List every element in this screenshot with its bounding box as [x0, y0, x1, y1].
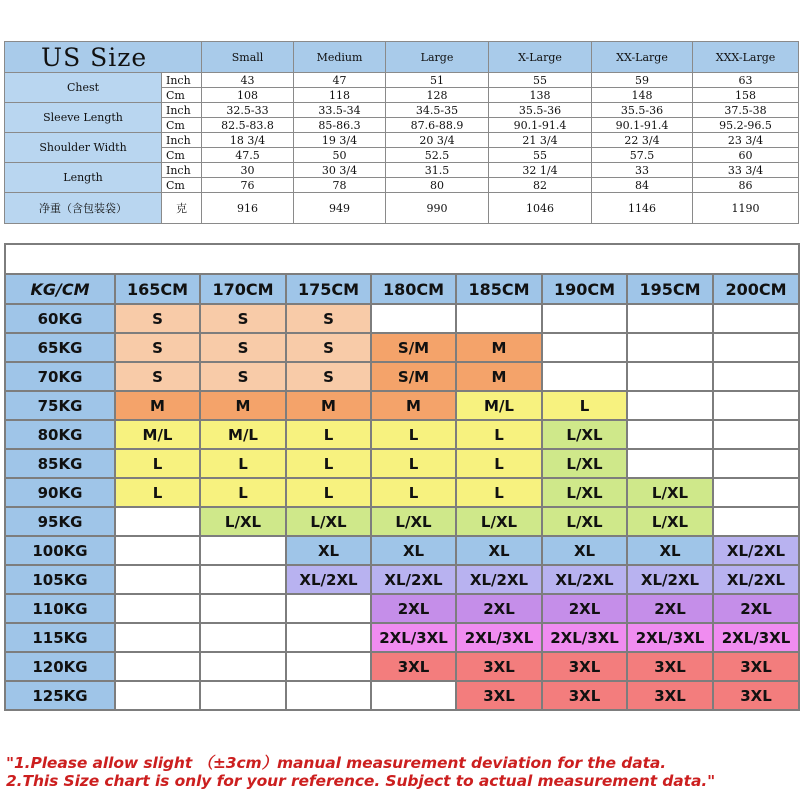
- measurement-value: 60: [693, 148, 799, 163]
- size-recommendation-cell: L/XL: [627, 478, 713, 507]
- size-recommendation-cell: [286, 594, 371, 623]
- measurement-value: 55: [489, 73, 592, 88]
- measurement-value: 82: [489, 178, 592, 193]
- measurement-value: 76: [202, 178, 294, 193]
- measurement-value: 47.5: [202, 148, 294, 163]
- size-table-title: US Size: [5, 42, 202, 73]
- size-recommendation-cell: S: [115, 362, 200, 391]
- measurement-value: 30: [202, 163, 294, 178]
- size-recommendation-cell: 3XL: [713, 681, 799, 710]
- measurement-value: 55: [489, 148, 592, 163]
- unit-cell: Cm: [162, 178, 202, 193]
- size-recommendation-cell: [115, 652, 200, 681]
- fit-table-blank-row: [5, 244, 799, 274]
- size-recommendation-cell: M: [200, 391, 286, 420]
- size-recommendation-cell: L: [456, 420, 542, 449]
- size-recommendation-cell: L: [456, 478, 542, 507]
- size-recommendation-cell: M: [286, 391, 371, 420]
- size-recommendation-cell: S: [200, 333, 286, 362]
- measurement-row: [5, 73, 799, 88]
- measurement-value: 138: [489, 88, 592, 103]
- size-recommendation-cell: [115, 681, 200, 710]
- size-recommendation-cell: M: [115, 391, 200, 420]
- weight-header-cell: 80KG: [5, 420, 115, 449]
- measurement-value: 51: [386, 73, 489, 88]
- measurement-value: 33: [592, 163, 693, 178]
- size-recommendation-cell: L/XL: [627, 507, 713, 536]
- size-recommendation-cell: 2XL/3XL: [713, 623, 799, 652]
- size-recommendation-cell: [542, 304, 627, 333]
- size-recommendation-cell: L: [371, 449, 456, 478]
- size-recommendation-cell: L: [286, 449, 371, 478]
- size-recommendation-cell: L: [456, 449, 542, 478]
- size-recommendation-cell: L/XL: [286, 507, 371, 536]
- net-weight-value: 916: [202, 193, 294, 224]
- size-recommendation-cell: [200, 594, 286, 623]
- size-header-cell: Small: [202, 42, 294, 73]
- size-recommendation-cell: S: [200, 304, 286, 333]
- size-recommendation-cell: S: [286, 304, 371, 333]
- measurement-value: 128: [386, 88, 489, 103]
- measurement-label: Length: [5, 163, 162, 193]
- weight-header-cell: 115KG: [5, 623, 115, 652]
- size-header-cell: XXX-Large: [693, 42, 799, 73]
- size-recommendation-cell: 2XL/3XL: [542, 623, 627, 652]
- kg-cm-corner-label: KG/CM: [5, 274, 115, 304]
- height-weight-fit-table: [4, 243, 800, 711]
- weight-header-cell: 120KG: [5, 652, 115, 681]
- size-recommendation-cell: [713, 507, 799, 536]
- size-recommendation-cell: XL: [286, 536, 371, 565]
- size-recommendation-cell: L: [115, 449, 200, 478]
- weight-row: [5, 536, 799, 565]
- size-recommendation-cell: M/L: [200, 420, 286, 449]
- size-recommendation-cell: [627, 449, 713, 478]
- size-recommendation-cell: [627, 333, 713, 362]
- measurement-value: 78: [294, 178, 386, 193]
- weight-row: [5, 333, 799, 362]
- weight-header-cell: 85KG: [5, 449, 115, 478]
- size-recommendation-cell: S/M: [371, 333, 456, 362]
- weight-row: [5, 420, 799, 449]
- size-recommendation-cell: 3XL: [542, 681, 627, 710]
- measurement-value: 32 1/4: [489, 163, 592, 178]
- measurement-value: 108: [202, 88, 294, 103]
- height-header-row: [5, 274, 799, 304]
- size-recommendation-cell: XL: [542, 536, 627, 565]
- height-header-cell: 165CM: [115, 274, 200, 304]
- measurement-value: 95.2-96.5: [693, 118, 799, 133]
- measurement-value: 63: [693, 73, 799, 88]
- measurement-value: 57.5: [592, 148, 693, 163]
- measurement-value: 158: [693, 88, 799, 103]
- unit-cell: Cm: [162, 88, 202, 103]
- measurement-value: 82.5-83.8: [202, 118, 294, 133]
- size-recommendation-cell: [456, 304, 542, 333]
- size-recommendation-cell: S: [200, 362, 286, 391]
- size-recommendation-cell: L: [286, 478, 371, 507]
- size-recommendation-cell: L: [115, 478, 200, 507]
- weight-header-cell: 100KG: [5, 536, 115, 565]
- size-recommendation-cell: M: [371, 391, 456, 420]
- weight-row: [5, 507, 799, 536]
- size-recommendation-cell: L/XL: [542, 478, 627, 507]
- size-recommendation-cell: XL/2XL: [371, 565, 456, 594]
- size-recommendation-cell: 3XL: [713, 652, 799, 681]
- measurement-row: [5, 133, 799, 148]
- size-recommendation-cell: 3XL: [627, 681, 713, 710]
- size-recommendation-cell: L: [371, 420, 456, 449]
- size-header-cell: X-Large: [489, 42, 592, 73]
- size-recommendation-cell: 3XL: [627, 652, 713, 681]
- net-weight-unit: 克: [162, 193, 202, 224]
- size-recommendation-cell: 2XL: [456, 594, 542, 623]
- size-recommendation-cell: 2XL/3XL: [371, 623, 456, 652]
- weight-header-cell: 90KG: [5, 478, 115, 507]
- size-recommendation-cell: 2XL: [713, 594, 799, 623]
- net-weight-row: [5, 193, 799, 224]
- weight-header-cell: 95KG: [5, 507, 115, 536]
- measurement-value: 80: [386, 178, 489, 193]
- size-recommendation-cell: 3XL: [542, 652, 627, 681]
- size-recommendation-cell: S/M: [371, 362, 456, 391]
- measurement-value: 34.5-35: [386, 103, 489, 118]
- size-recommendation-cell: XL: [456, 536, 542, 565]
- net-weight-value: 949: [294, 193, 386, 224]
- size-recommendation-cell: 2XL: [542, 594, 627, 623]
- size-recommendation-cell: [542, 333, 627, 362]
- measurement-value: 21 3/4: [489, 133, 592, 148]
- measurement-label: Shoulder Width: [5, 133, 162, 163]
- size-recommendation-cell: 2XL: [371, 594, 456, 623]
- size-header-row: [5, 42, 799, 73]
- size-recommendation-cell: [286, 681, 371, 710]
- weight-header-cell: 70KG: [5, 362, 115, 391]
- size-recommendation-cell: 3XL: [371, 652, 456, 681]
- weight-row: [5, 623, 799, 652]
- size-recommendation-cell: [713, 449, 799, 478]
- height-header-cell: 170CM: [200, 274, 286, 304]
- net-weight-label: 净重（含包装袋）: [5, 193, 162, 224]
- size-recommendation-cell: L: [542, 391, 627, 420]
- size-recommendation-cell: 2XL/3XL: [627, 623, 713, 652]
- measurement-value: 43: [202, 73, 294, 88]
- unit-cell: Inch: [162, 163, 202, 178]
- height-header-cell: 180CM: [371, 274, 456, 304]
- measurement-value: 84: [592, 178, 693, 193]
- measurement-value: 33.5-34: [294, 103, 386, 118]
- size-recommendation-cell: L/XL: [542, 420, 627, 449]
- height-header-cell: 185CM: [456, 274, 542, 304]
- weight-row: [5, 681, 799, 710]
- weight-header-cell: 125KG: [5, 681, 115, 710]
- size-recommendation-cell: [542, 362, 627, 391]
- size-recommendation-cell: [115, 507, 200, 536]
- measurement-row: [5, 163, 799, 178]
- net-weight-value: 1190: [693, 193, 799, 224]
- size-recommendation-cell: 2XL: [627, 594, 713, 623]
- size-recommendation-cell: XL/2XL: [713, 536, 799, 565]
- size-recommendation-cell: [200, 536, 286, 565]
- size-recommendation-cell: S: [115, 333, 200, 362]
- size-recommendation-cell: S: [286, 362, 371, 391]
- size-recommendation-cell: [115, 536, 200, 565]
- size-recommendation-cell: L/XL: [371, 507, 456, 536]
- size-recommendation-cell: S: [286, 333, 371, 362]
- measurement-value: 87.6-88.9: [386, 118, 489, 133]
- measurement-value: 19 3/4: [294, 133, 386, 148]
- size-recommendation-cell: [286, 652, 371, 681]
- weight-row: [5, 565, 799, 594]
- weight-row: [5, 478, 799, 507]
- size-recommendation-cell: XL/2XL: [542, 565, 627, 594]
- measurement-value: 90.1-91.4: [592, 118, 693, 133]
- weight-row: [5, 449, 799, 478]
- weight-header-cell: 110KG: [5, 594, 115, 623]
- weight-header-cell: 60KG: [5, 304, 115, 333]
- size-recommendation-cell: [627, 304, 713, 333]
- size-recommendation-cell: [200, 652, 286, 681]
- size-recommendation-cell: L/XL: [456, 507, 542, 536]
- weight-header-cell: 105KG: [5, 565, 115, 594]
- size-recommendation-cell: XL/2XL: [627, 565, 713, 594]
- size-recommendation-cell: M/L: [456, 391, 542, 420]
- measurement-value: 85-86.3: [294, 118, 386, 133]
- unit-cell: Inch: [162, 133, 202, 148]
- size-recommendation-cell: L/XL: [542, 449, 627, 478]
- size-recommendation-cell: [627, 420, 713, 449]
- weight-header-cell: 65KG: [5, 333, 115, 362]
- height-header-cell: 200CM: [713, 274, 799, 304]
- measurement-value: 47: [294, 73, 386, 88]
- measurement-value: 31.5: [386, 163, 489, 178]
- size-recommendation-cell: [713, 333, 799, 362]
- measurement-value: 22 3/4: [592, 133, 693, 148]
- unit-cell: Inch: [162, 103, 202, 118]
- size-recommendation-cell: XL/2XL: [713, 565, 799, 594]
- size-recommendation-cell: [371, 304, 456, 333]
- reference-disclaimer-note: 2.This Size chart is only for your reference. Subject to actual measurement data.": [6, 772, 716, 790]
- weight-row: [5, 391, 799, 420]
- size-recommendation-cell: M/L: [115, 420, 200, 449]
- measurement-value: 86: [693, 178, 799, 193]
- size-recommendation-cell: L: [200, 478, 286, 507]
- measurement-value: 148: [592, 88, 693, 103]
- measurement-value: 30 3/4: [294, 163, 386, 178]
- size-recommendation-cell: XL/2XL: [456, 565, 542, 594]
- weight-row: [5, 594, 799, 623]
- measurement-value: 35.5-36: [592, 103, 693, 118]
- measurement-value: 52.5: [386, 148, 489, 163]
- size-recommendation-cell: [713, 391, 799, 420]
- net-weight-value: 1046: [489, 193, 592, 224]
- measurement-value: 23 3/4: [693, 133, 799, 148]
- size-recommendation-cell: [371, 681, 456, 710]
- size-recommendation-cell: 3XL: [456, 681, 542, 710]
- size-header-cell: XX-Large: [592, 42, 693, 73]
- size-recommendation-cell: L: [286, 420, 371, 449]
- size-recommendation-cell: [713, 362, 799, 391]
- weight-row: [5, 362, 799, 391]
- size-header-cell: Medium: [294, 42, 386, 73]
- size-recommendation-cell: [627, 391, 713, 420]
- measurement-value: 33 3/4: [693, 163, 799, 178]
- unit-cell: Inch: [162, 73, 202, 88]
- measurement-value: 50: [294, 148, 386, 163]
- weight-row: [5, 652, 799, 681]
- size-recommendation-cell: [115, 565, 200, 594]
- measurement-value: 20 3/4: [386, 133, 489, 148]
- measurement-value: 59: [592, 73, 693, 88]
- measurement-row: [5, 103, 799, 118]
- unit-cell: Cm: [162, 118, 202, 133]
- size-recommendation-cell: [627, 362, 713, 391]
- height-header-cell: 195CM: [627, 274, 713, 304]
- measurement-value: 18 3/4: [202, 133, 294, 148]
- size-recommendation-cell: [713, 420, 799, 449]
- measurement-label: Sleeve Length: [5, 103, 162, 133]
- weight-row: [5, 304, 799, 333]
- size-recommendation-cell: L: [200, 449, 286, 478]
- size-recommendation-cell: [200, 681, 286, 710]
- size-recommendation-cell: S: [115, 304, 200, 333]
- size-recommendation-cell: L/XL: [200, 507, 286, 536]
- size-recommendation-cell: XL: [371, 536, 456, 565]
- size-header-cell: Large: [386, 42, 489, 73]
- size-recommendation-cell: 2XL/3XL: [456, 623, 542, 652]
- height-header-cell: 190CM: [542, 274, 627, 304]
- measurement-value: 37.5-38: [693, 103, 799, 118]
- size-measurement-table: [4, 41, 799, 224]
- size-recommendation-cell: [713, 478, 799, 507]
- measurement-value: 35.5-36: [489, 103, 592, 118]
- size-recommendation-cell: L: [371, 478, 456, 507]
- size-recommendation-cell: M: [456, 333, 542, 362]
- measurement-value: 90.1-91.4: [489, 118, 592, 133]
- measurement-value: 118: [294, 88, 386, 103]
- unit-cell: Cm: [162, 148, 202, 163]
- size-recommendation-cell: [115, 623, 200, 652]
- net-weight-value: 1146: [592, 193, 693, 224]
- size-recommendation-cell: [115, 594, 200, 623]
- measurement-label: Chest: [5, 73, 162, 103]
- blank-cell: [5, 244, 799, 274]
- size-recommendation-cell: XL/2XL: [286, 565, 371, 594]
- size-recommendation-cell: [200, 565, 286, 594]
- size-recommendation-cell: M: [456, 362, 542, 391]
- size-recommendation-cell: [286, 623, 371, 652]
- net-weight-value: 990: [386, 193, 489, 224]
- size-recommendation-cell: 3XL: [456, 652, 542, 681]
- size-recommendation-cell: [713, 304, 799, 333]
- size-recommendation-cell: [200, 623, 286, 652]
- measurement-deviation-note: "1.Please allow slight （±3cm）manual measurement deviation for the data.: [6, 754, 667, 772]
- size-recommendation-cell: XL: [627, 536, 713, 565]
- height-header-cell: 175CM: [286, 274, 371, 304]
- measurement-value: 32.5-33: [202, 103, 294, 118]
- weight-header-cell: 75KG: [5, 391, 115, 420]
- size-recommendation-cell: L/XL: [542, 507, 627, 536]
